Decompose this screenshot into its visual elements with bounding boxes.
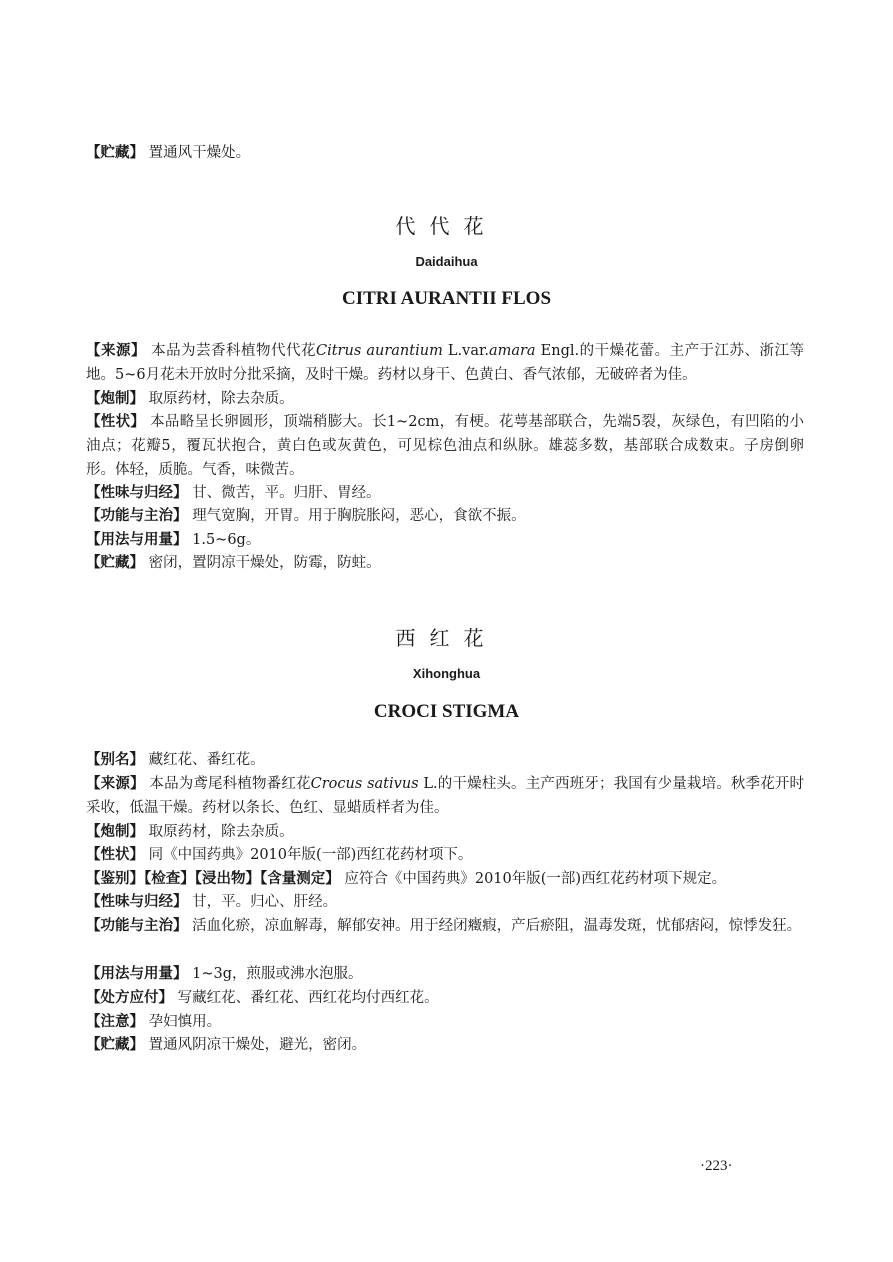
function-label: 【功能与主治】: [86, 508, 188, 524]
storage-label: 【贮藏】: [86, 555, 144, 571]
character-label: 【性状】: [86, 847, 144, 863]
identify-label: 【鉴别】【检查】【浸出物】【含量测定】: [86, 871, 340, 887]
storage-text: 密闭，置阴凉干燥处，防霉，防蛀。: [148, 555, 381, 571]
entry1-dosage-para: [86, 528, 804, 552]
entry2-title-zh: 西红花: [395, 626, 498, 650]
nature-text: 甘，平。归心、肝经。: [192, 894, 338, 910]
nature-text: 甘、微苦，平。归肝、胃经。: [192, 485, 381, 501]
storage-text: 置通风阴凉干燥处，避光，密闭。: [148, 1037, 367, 1053]
entry2-title-pinyin: Xihonghua: [412, 666, 481, 681]
dosage-label: 【用法与用量】: [86, 966, 188, 982]
entry2-processing-para: [86, 820, 804, 844]
prescription-text: 写藏红花、番红花、西红花均付西红花。: [177, 990, 439, 1006]
entry2-identify-para: [86, 867, 804, 891]
dosage-label: 【用法与用量】: [86, 532, 188, 548]
character-text: 同《中国药典》2010年版(一部)西红花药材项下。: [148, 847, 473, 863]
source-pre: 本品为鸢尾科植物番红花: [149, 776, 311, 792]
entry1-source-para: [86, 339, 804, 387]
top-storage-para: [86, 141, 804, 165]
entry2-title-latin: CROCI STIGMA: [373, 701, 520, 722]
function-label: 【功能与主治】: [86, 918, 188, 934]
entry1-processing-para: [86, 387, 804, 411]
entry2-dosage-para: [86, 962, 804, 986]
entry2-function-para: [86, 914, 804, 938]
page-number: ·223·: [700, 1158, 733, 1174]
storage-label: 【贮藏】: [86, 145, 144, 161]
entry2-caution-para: [86, 1010, 804, 1034]
source-label: 【来源】: [86, 776, 145, 792]
character-label: 【性状】: [86, 414, 146, 430]
alias-label: 【别名】: [86, 752, 144, 768]
entry2-prescription-para: [86, 986, 804, 1010]
entry2-character-para: [86, 843, 804, 867]
entry2-alias-para: [86, 748, 804, 772]
source-latin-genus: Citrus aurantium: [316, 343, 443, 359]
dosage-text: 1.5~6g。: [192, 532, 261, 548]
function-text: 理气宽胸，开胃。用于胸脘胀闷，恶心，食欲不振。: [192, 508, 526, 524]
prescription-label: 【处方应付】: [86, 990, 173, 1006]
source-mid: L.var.: [442, 343, 489, 359]
source-pre: 本品为芸香科植物代代花: [151, 343, 316, 359]
nature-label: 【性味与归经】: [86, 485, 188, 501]
identify-text: 应符合《中国药典》2010年版(一部)西红花药材项下规定。: [344, 871, 727, 887]
character-text: 本品略呈长卵圆形，顶端稍膨大。长1~2cm，有梗。花萼基部联合，先端5裂，灰绿色，有凹陷的小油点；花瓣5，覆瓦状抱合，黄白色或灰黄色，可见棕色油点和纵脉。雄蕊多数，基部联合成数束。子房倒卵形。体轻，质脆。气香，味微苦。: [86, 414, 805, 478]
storage-text: 置通风干燥处。: [148, 145, 251, 161]
processing-label: 【炮制】: [86, 391, 144, 407]
processing-label: 【炮制】: [86, 824, 144, 840]
function-text: 活血化瘀，凉血解毒，解郁安神。用于经闭癥瘕，产后瘀阻，温毒发斑，忧郁痞闷，惊悸发狂。: [192, 918, 802, 934]
alias-text: 藏红花、番红花。: [148, 752, 265, 768]
source-post: L.的干燥柱头。主产西班牙；我国有少量栽培。秋季花开时采收，低温干燥。药材以条长、色红、显蜡质样者为佳。: [86, 776, 805, 816]
storage-label: 【贮藏】: [86, 1037, 144, 1053]
processing-text: 取原药材，除去杂质。: [148, 391, 294, 407]
source-latin-species: Crocus sativus: [310, 776, 419, 792]
source-post: Engl.的干燥花蕾。主产于江苏、浙江等地。5~6月花未开放时分批采摘，及时干燥。药材以身干、色黄白、香气浓郁，无破碎者为佳。: [86, 343, 805, 383]
processing-text: 取原药材，除去杂质。: [148, 824, 294, 840]
entry1-nature-para: [86, 481, 804, 505]
entry2-source-para: [86, 772, 804, 820]
entry1-title-zh: 代代花: [395, 214, 498, 238]
entry1-storage-para: [86, 551, 804, 575]
source-label: 【来源】: [86, 343, 146, 359]
entry1-title-pinyin: Daidaihua: [415, 254, 478, 269]
nature-label: 【性味与归经】: [86, 894, 188, 910]
source-latin-var: amara: [488, 343, 536, 359]
caution-label: 【注意】: [86, 1014, 144, 1030]
entry1-character-para: [86, 410, 804, 482]
dosage-text: 1~3g，煎服或沸水泡服。: [192, 966, 363, 982]
entry1-function-para: [86, 504, 804, 528]
entry1-title-latin: CITRI AURANTII FLOS: [341, 288, 552, 309]
entry2-nature-para: [86, 890, 804, 914]
caution-text: 孕妇慎用。: [148, 1014, 222, 1030]
entry2-storage-para: [86, 1033, 804, 1057]
